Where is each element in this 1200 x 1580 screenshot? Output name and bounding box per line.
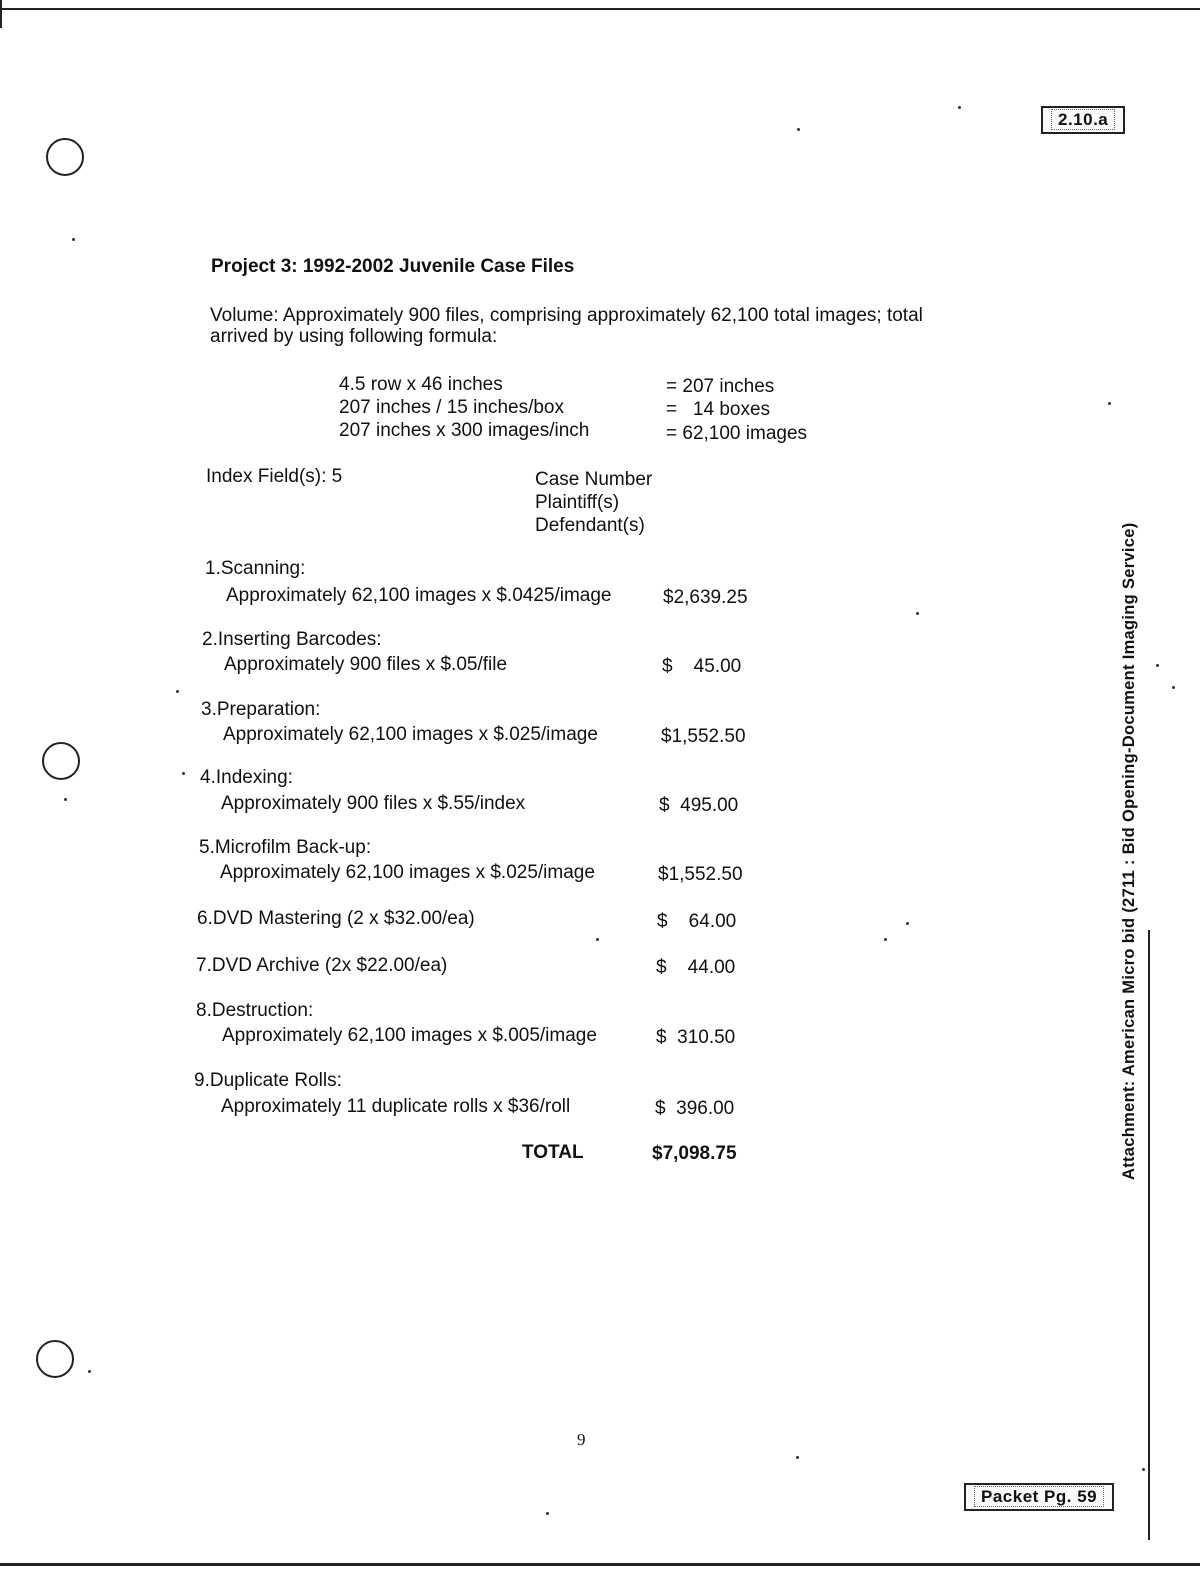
formula-expr: 4.5 row x 46 inches [339, 374, 503, 395]
volume-line-1: Volume: Approximately 900 files, comprising approximately 62,100 total images; total [210, 305, 923, 326]
scan-speck [182, 772, 185, 775]
scan-speck [176, 690, 179, 693]
scan-speck [88, 1370, 91, 1373]
attachment-caption: Attachment: American Micro bid (2711 : Bid Opening-Document Imaging Service) [1120, 522, 1138, 1180]
top-scan-edge [0, 8, 1200, 10]
total-amount: $7,098.75 [652, 1143, 737, 1164]
total-label: TOTAL [522, 1142, 584, 1163]
scan-speck [596, 938, 599, 941]
item-title: 8.Destruction: [196, 1000, 314, 1021]
item-detail: Approximately 62,100 images x $.0425/image [226, 585, 612, 606]
agenda-item-label: 2.10.a [1051, 109, 1115, 130]
index-field-name: Defendant(s) [535, 515, 645, 536]
item-amount: $1,552.50 [661, 726, 746, 747]
scan-speck [64, 798, 67, 801]
binder-hole-bottom [36, 1340, 74, 1378]
page-title: Project 3: 1992-2002 Juvenile Case Files [211, 256, 575, 277]
scan-speck [1172, 686, 1175, 689]
formula-expr: 207 inches / 15 inches/box [339, 397, 564, 418]
bottom-scan-edge [0, 1563, 1200, 1566]
item-title: 4.Indexing: [200, 767, 293, 788]
item-title: 9.Duplicate Rolls: [194, 1070, 342, 1091]
right-margin-rule [1148, 930, 1150, 1540]
item-amount: $ 396.00 [655, 1098, 735, 1119]
index-field-name: Case Number [535, 469, 653, 490]
item-amount: $ 64.00 [657, 911, 737, 932]
scan-speck [884, 938, 887, 941]
item-title: 2.Inserting Barcodes: [202, 629, 382, 650]
item-amount: $ 310.50 [656, 1027, 736, 1048]
item-detail: Approximately 62,100 images x $.005/image [222, 1025, 597, 1046]
scan-speck [72, 238, 75, 241]
agenda-item-badge [1041, 106, 1125, 134]
formula-result: = 207 inches [666, 376, 775, 397]
scan-speck [796, 1456, 799, 1459]
item-amount: $ 495.00 [659, 795, 739, 816]
left-scan-mark [0, 0, 2, 28]
item-amount: $2,639.25 [663, 587, 748, 608]
index-fields-label: Index Field(s): 5 [206, 466, 343, 487]
item-title: 5.Microfilm Back-up: [199, 837, 372, 858]
scan-speck [958, 106, 961, 109]
item-detail: Approximately 11 duplicate rolls x $36/roll [221, 1096, 571, 1117]
scan-speck [797, 128, 800, 131]
item-title: 1.Scanning: [205, 558, 306, 579]
item-title: 7.DVD Archive (2x $22.00/ea) [196, 955, 448, 976]
index-field-name: Plaintiff(s) [535, 492, 620, 513]
scan-speck [1156, 664, 1159, 667]
item-amount: $ 44.00 [656, 957, 736, 978]
scan-speck [906, 922, 909, 925]
item-title: 6.DVD Mastering (2 x $32.00/ea) [197, 908, 475, 929]
binder-hole-middle [42, 742, 80, 780]
item-detail: Approximately 62,100 images x $.025/image [220, 862, 595, 883]
formula-result: = 14 boxes [666, 399, 771, 420]
item-title: 3.Preparation: [201, 699, 321, 720]
packet-page-badge [964, 1483, 1114, 1511]
page-number: 9 [577, 1430, 586, 1449]
scan-speck [546, 1512, 549, 1515]
scan-speck [1108, 402, 1111, 405]
item-amount: $1,552.50 [658, 864, 743, 885]
formula-result: = 62,100 images [666, 423, 808, 444]
scan-speck [916, 612, 919, 615]
item-detail: Approximately 900 files x $.05/file [224, 654, 508, 675]
formula-expr: 207 inches x 300 images/inch [339, 420, 590, 441]
item-detail: Approximately 62,100 images x $.025/image [223, 724, 598, 745]
packet-page-label: Packet Pg. 59 [974, 1486, 1104, 1507]
volume-line-2: arrived by using following formula: [210, 326, 498, 347]
item-detail: Approximately 900 files x $.55/index [221, 793, 526, 814]
scan-speck [1142, 1468, 1145, 1471]
item-amount: $ 45.00 [662, 656, 742, 677]
binder-hole-top [46, 138, 84, 176]
